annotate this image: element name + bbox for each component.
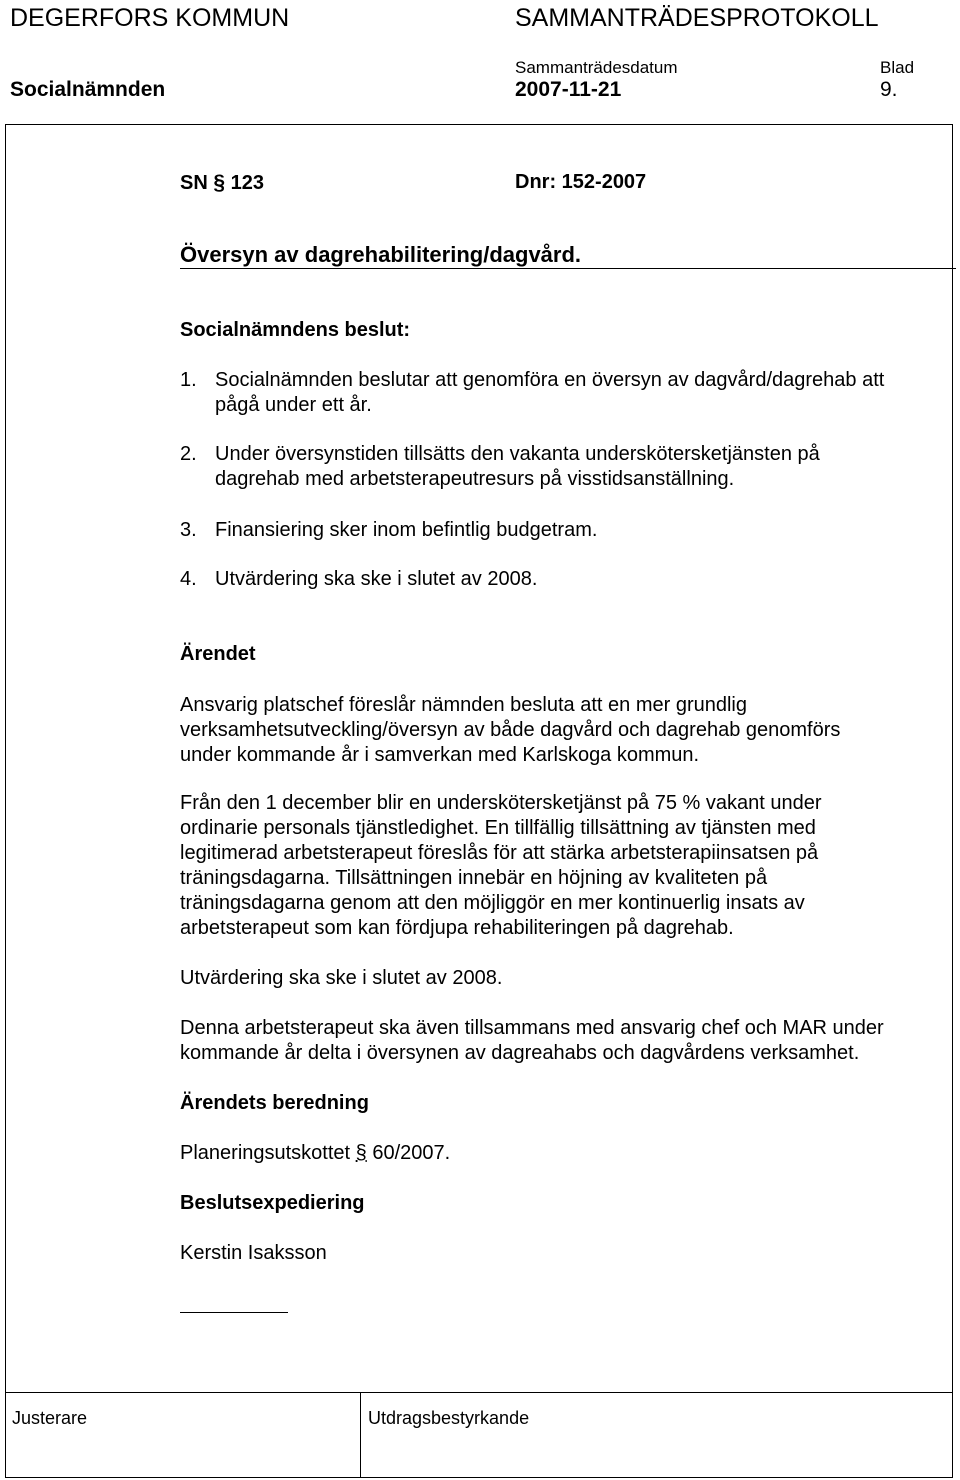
matter-p3-line-1: Utvärdering ska ske i slutet av 2008. <box>180 967 503 989</box>
case-title: Översyn av dagrehabilitering/dagvård. <box>180 242 582 267</box>
matter-p1-line-1: Ansvarig platschef föreslår nämnden besluta att en mer grundlig <box>180 694 747 716</box>
matter-p2-line-4: träningsdagarna. Tillsättningen innebär en höjning av kvaliteten på <box>180 867 768 889</box>
dispatch-recipient: Kerstin Isaksson <box>180 1242 327 1264</box>
title-divider <box>180 268 956 269</box>
matter-p2-line-3: legitimerad arbetsterapeut föreslås för att stärka arbetsterapiinsatsen på <box>180 842 819 864</box>
decision-item-2-num: 2. <box>180 443 197 465</box>
meeting-date: 2007-11-21 <box>515 78 622 101</box>
case-dnr: Dnr: 152-2007 <box>515 171 647 193</box>
footer-justerare: Justerare <box>12 1408 88 1428</box>
decision-item-4-line-1: Utvärdering ska ske i slutet av 2008. <box>215 568 538 590</box>
case-section: SN § 123 <box>180 171 264 194</box>
section-symbol: § <box>355 1142 367 1164</box>
preparation-heading: Ärendets beredning <box>180 1092 369 1114</box>
date-label: Sammanträdesdatum <box>515 58 678 77</box>
doc-type: SAMMANTRÄDESPROTOKOLL <box>515 4 879 32</box>
decision-item-2-line-2: dagrehab med arbetsterapeutresurs på visstidsanställning. <box>215 468 735 490</box>
matter-p1-line-3: under kommande år i samverkan med Karlskoga kommun. <box>180 744 700 766</box>
committee-name: Socialnämnden <box>10 78 166 101</box>
matter-heading: Ärendet <box>180 643 256 665</box>
decision-item-3-line-1: Finansiering sker inom befintlig budgetram. <box>215 519 598 541</box>
decision-item-1-line-1: Socialnämnden beslutar att genomföra en översyn av dagvård/dagrehab att <box>215 369 885 391</box>
decision-item-1-num: 1. <box>180 369 197 391</box>
decision-heading: Socialnämndens beslut: <box>180 319 411 341</box>
matter-p2-line-2: ordinarie personals tjänstledighet. En tillfällig tillsättning av tjänsten med <box>180 817 816 839</box>
matter-p2-line-1: Från den 1 december blir en underskötersketjänst på 75 % vakant under <box>180 792 822 814</box>
dispatch-heading: Beslutsexpediering <box>180 1192 365 1214</box>
decision-item-1-line-2: pågå under ett år. <box>215 394 372 416</box>
footer-divider <box>5 1392 953 1393</box>
decision-item-2-line-1: Under översynstiden tillsätts den vakanta underskötersketjänsten på <box>215 443 820 465</box>
matter-p2-line-6: arbetsterapeut som kan fördjupa rehabiliteringen på dagrehab. <box>180 917 734 939</box>
org-name: DEGERFORS KOMMUN <box>10 4 290 32</box>
preparation-text: Planeringsutskottet § 60/2007. <box>180 1142 451 1164</box>
decision-item-3-num: 3. <box>180 519 197 541</box>
footer-utdragsbestyrkande: Utdragsbestyrkande <box>368 1408 530 1428</box>
decision-item-4-num: 4. <box>180 568 197 590</box>
matter-p2-line-5: träningsdagarna genom att den möjliggör en mer kontinuerlig insats av <box>180 892 805 914</box>
matter-p4-line-1: Denna arbetsterapeut ska även tillsammans med ansvarig chef och MAR under <box>180 1017 884 1039</box>
footer-column-divider <box>360 1392 361 1478</box>
page-label: Blad <box>880 58 915 77</box>
matter-p1-line-2: verksamhetsutveckling/översyn av både dagvård och dagrehab genomförs <box>180 719 841 741</box>
page-number: 9. <box>880 78 898 101</box>
matter-p4-line-2: kommande år delta i översynen av dagreahabs och dagvårdens verksamhet. <box>180 1042 860 1064</box>
signature-line <box>180 1312 288 1313</box>
